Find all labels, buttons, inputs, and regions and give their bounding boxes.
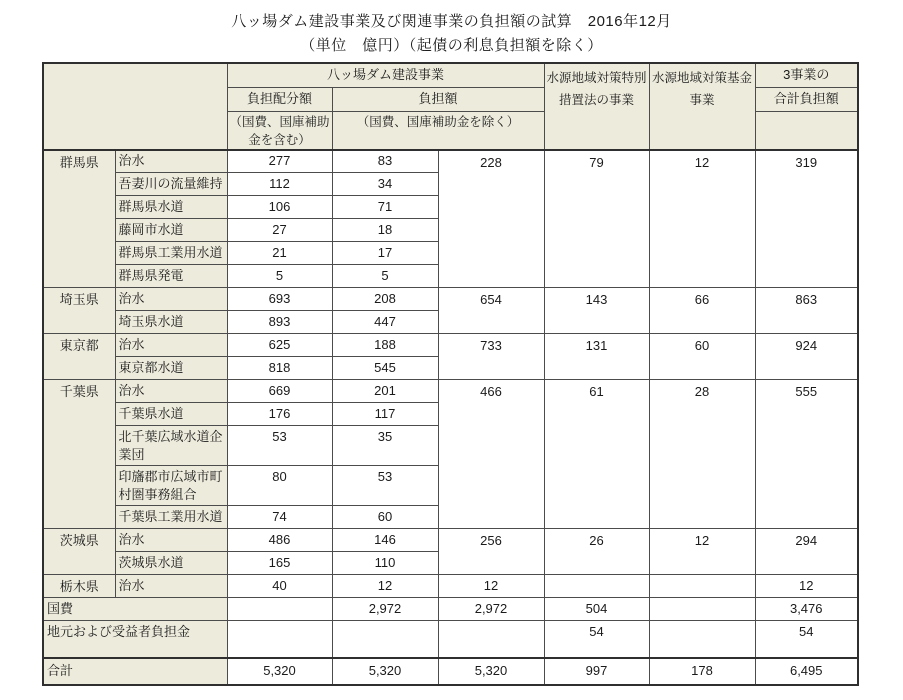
burden-value: 110: [332, 552, 438, 575]
special-measures-value: 504: [544, 598, 649, 621]
burden-value: 60: [332, 506, 438, 529]
purpose-cell: 治水: [115, 150, 227, 173]
header-allocation-note-line1: （国費、国庫補助: [229, 114, 330, 129]
allocation-value: 5,320: [227, 658, 332, 685]
purpose-cell: 群馬県発電: [115, 265, 227, 288]
burden-value: 188: [332, 334, 438, 357]
purpose-cell: 治水: [115, 529, 227, 552]
allocation-value: [227, 598, 332, 621]
allocation-value: [227, 621, 332, 658]
fund-value: 178: [649, 658, 755, 685]
header-three-projects: 3事業の: [755, 63, 858, 87]
purpose-cell: 印旛郡市広域市町村圏事務組合: [115, 466, 227, 506]
purpose-cell: 東京都水道: [115, 357, 227, 380]
header-fund-line1: 水源地域対策基金: [651, 71, 752, 85]
purpose-cell: 群馬県工業用水道: [115, 242, 227, 265]
fund-value: 66: [649, 288, 755, 334]
header-fund: [649, 63, 755, 150]
purpose-cell: 治水: [115, 575, 227, 598]
summary-label: 地元および受益者負担金: [43, 621, 227, 658]
burden-value: 53: [332, 466, 438, 506]
allocation-value: 40: [227, 575, 332, 598]
three-projects-total-value: 12: [755, 575, 858, 598]
burden-value: 71: [332, 196, 438, 219]
allocation-value: 625: [227, 334, 332, 357]
purpose-cell: 治水: [115, 288, 227, 311]
burden-value: 17: [332, 242, 438, 265]
burden-value: 12: [332, 575, 438, 598]
three-projects-total-value: 3,476: [755, 598, 858, 621]
burden-excl-total-value: 733: [438, 334, 544, 380]
purpose-cell: 茨城県水道: [115, 552, 227, 575]
pref-cell: 栃木県: [43, 575, 115, 598]
header-special-measures-line2: 措置法の事業: [558, 93, 634, 107]
allocation-value: 893: [227, 311, 332, 334]
burden-excl-total-value: [438, 621, 544, 658]
fund-value: 60: [649, 334, 755, 380]
burden-value: 447: [332, 311, 438, 334]
burden-value: 83: [332, 150, 438, 173]
burden-value: 201: [332, 380, 438, 403]
special-measures-value: 54: [544, 621, 649, 658]
allocation-value: 80: [227, 466, 332, 506]
allocation-value: 74: [227, 506, 332, 529]
fund-value: [649, 575, 755, 598]
allocation-value: 693: [227, 288, 332, 311]
page-subtitle: （単位 億円）（起債の利息負担額を除く）: [300, 37, 603, 54]
header-allocation-note: [227, 111, 332, 150]
header-empty-cell: [755, 111, 858, 150]
allocation-value: 486: [227, 529, 332, 552]
three-projects-total-value: 924: [755, 334, 858, 380]
fund-value: [649, 621, 755, 658]
burden-value: 545: [332, 357, 438, 380]
allocation-value: 165: [227, 552, 332, 575]
burden-estimate-table: [42, 62, 859, 686]
burden-excl-total-value: 228: [438, 150, 544, 288]
special-measures-value: 26: [544, 529, 649, 575]
header-special-measures: [544, 63, 649, 150]
burden-value: 5,320: [332, 658, 438, 685]
three-projects-total-value: 54: [755, 621, 858, 658]
special-measures-value: 143: [544, 288, 649, 334]
corner-cell: [43, 63, 227, 150]
burden-value: [332, 621, 438, 658]
allocation-value: 27: [227, 219, 332, 242]
allocation-value: 818: [227, 357, 332, 380]
allocation-value: 106: [227, 196, 332, 219]
pref-cell: 群馬県: [43, 150, 115, 288]
allocation-value: 21: [227, 242, 332, 265]
three-projects-total-value: 555: [755, 380, 858, 529]
header-burden-note: （国費、国庫補助金を除く）: [332, 111, 544, 150]
burden-value: 5: [332, 265, 438, 288]
allocation-value: 53: [227, 426, 332, 466]
page-title: 八ッ場ダム建設事業及び関連事業の負担額の試算 2016年12月: [231, 13, 672, 30]
header-burden: 負担額: [332, 87, 544, 111]
purpose-cell: 千葉県工業用水道: [115, 506, 227, 529]
purpose-cell: 治水: [115, 334, 227, 357]
pref-cell: 千葉県: [43, 380, 115, 529]
special-measures-value: 131: [544, 334, 649, 380]
burden-excl-total-value: 256: [438, 529, 544, 575]
allocation-value: 277: [227, 150, 332, 173]
burden-excl-total-value: 5,320: [438, 658, 544, 685]
header-fund-line2: 事業: [689, 93, 715, 107]
burden-value: 208: [332, 288, 438, 311]
purpose-cell: 群馬県水道: [115, 196, 227, 219]
special-measures-value: 79: [544, 150, 649, 288]
fund-value: 12: [649, 150, 755, 288]
burden-value: 2,972: [332, 598, 438, 621]
burden-value: 35: [332, 426, 438, 466]
fund-value: [649, 598, 755, 621]
allocation-value: 112: [227, 173, 332, 196]
allocation-value: 669: [227, 380, 332, 403]
special-measures-value: 61: [544, 380, 649, 529]
special-measures-value: 997: [544, 658, 649, 685]
purpose-cell: 北千葉広域水道企業団: [115, 426, 227, 466]
purpose-cell: 吾妻川の流量維持: [115, 173, 227, 196]
header-special-measures-line1: 水源地域対策特別: [546, 71, 647, 85]
purpose-cell: 藤岡市水道: [115, 219, 227, 242]
header-total-burden: 合計負担額: [755, 87, 858, 111]
burden-value: 117: [332, 403, 438, 426]
burden-value: 34: [332, 173, 438, 196]
burden-value: 146: [332, 529, 438, 552]
fund-value: 12: [649, 529, 755, 575]
allocation-value: 176: [227, 403, 332, 426]
special-measures-value: [544, 575, 649, 598]
burden-excl-total-value: 2,972: [438, 598, 544, 621]
header-allocation: 負担配分額: [227, 87, 332, 111]
three-projects-total-value: 294: [755, 529, 858, 575]
three-projects-total-value: 319: [755, 150, 858, 288]
three-projects-total-value: 6,495: [755, 658, 858, 685]
title-block: [0, 10, 903, 58]
purpose-cell: 千葉県水道: [115, 403, 227, 426]
pref-cell: 茨城県: [43, 529, 115, 575]
burden-value: 18: [332, 219, 438, 242]
burden-excl-total-value: 654: [438, 288, 544, 334]
pref-cell: 埼玉県: [43, 288, 115, 334]
header-yamba-project: 八ッ場ダム建設事業: [227, 63, 544, 87]
pref-cell: 東京都: [43, 334, 115, 380]
purpose-cell: 治水: [115, 380, 227, 403]
fund-value: 28: [649, 380, 755, 529]
summary-label: 合計: [43, 658, 227, 685]
purpose-cell: 埼玉県水道: [115, 311, 227, 334]
burden-excl-total-value: 12: [438, 575, 544, 598]
summary-label: 国費: [43, 598, 227, 621]
three-projects-total-value: 863: [755, 288, 858, 334]
burden-excl-total-value: 466: [438, 380, 544, 529]
header-allocation-note-line2: 金を含む）: [248, 132, 311, 147]
allocation-value: 5: [227, 265, 332, 288]
